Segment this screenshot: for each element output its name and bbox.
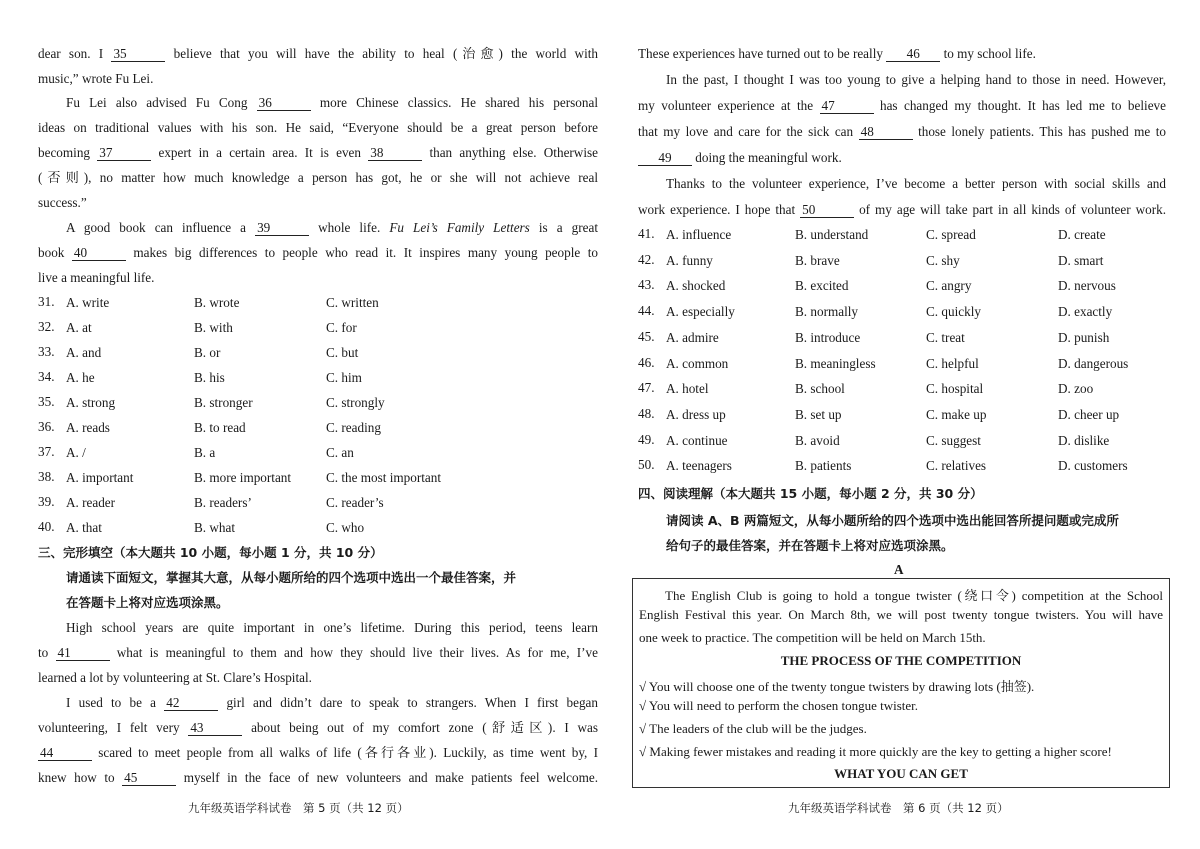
option-d: D. punish (1058, 329, 1110, 345)
text-line: music,” wrote Fu Lei. (38, 71, 154, 86)
question-number: 33. (38, 344, 55, 359)
option-b: B. brave (795, 252, 840, 268)
option-a: A. dress up (666, 406, 726, 422)
option-b: B. patients (795, 458, 852, 474)
question-row (638, 380, 1166, 398)
question-number: 43. (638, 277, 655, 293)
answer-blank: 43 (188, 720, 242, 736)
option-c: C. hospital (926, 381, 984, 397)
question-row (38, 444, 598, 462)
section-instruction: 请阅读 A、B 两篇短文，从每小题所给的四个选项中选出能回答所提问题或完成所 (666, 513, 1119, 528)
option-a: A. / (66, 445, 86, 460)
question-row (638, 406, 1166, 424)
option-c: C. but (326, 345, 359, 360)
option-a: A. reads (66, 420, 110, 435)
notice-heading: THE PROCESS OF THE COMPETITION (780, 653, 1022, 668)
option-b: B. avoid (795, 432, 840, 448)
section-title: 四、阅读理解（本大题共 15 小题，每小题 2 分，共 30 分） (638, 486, 983, 501)
option-b: B. a (194, 445, 216, 460)
option-b: B. readers’ (194, 495, 252, 510)
text-line: learned a lot by volunteering at St. Clare’s Hospital. (38, 670, 312, 685)
option-c: C. reader’s (326, 495, 384, 510)
question-number: 37. (38, 444, 55, 459)
text-line: live a meaningful life. (38, 270, 155, 285)
text-line: High school years are quite important in one’s lifetime. During this period, teens learn (66, 620, 598, 635)
text-line: to 41 what is meaningful to them and how they should live their lives. As for me, I’ve (38, 645, 598, 660)
option-a: A. reader (66, 495, 116, 510)
option-b: B. set up (795, 406, 842, 422)
question-number: 35. (38, 394, 55, 409)
option-a: A. at (66, 320, 92, 335)
question-row (38, 294, 598, 312)
answer-blank: 45 (122, 770, 176, 786)
question-number: 42. (638, 251, 655, 267)
option-a: A. especially (666, 304, 735, 320)
option-a: A. he (66, 370, 95, 385)
option-d: D. dislike (1058, 432, 1110, 448)
answer-blank: 42 (164, 695, 218, 711)
question-number: 47. (638, 380, 655, 396)
option-a: A. shocked (666, 278, 726, 294)
answer-blank: 48 (859, 124, 913, 140)
option-c: C. suggest (926, 432, 981, 448)
notice-item: √ You will need to perform the chosen tongue twister. (639, 698, 919, 713)
option-d: D. customers (1058, 458, 1128, 474)
text-line: Fu Lei also advised Fu Cong 36 more Chinese classics. He shared his personal (66, 95, 598, 110)
passage-label: A (894, 562, 904, 577)
option-b: B. with (194, 320, 233, 335)
question-row (638, 355, 1166, 373)
question-row (638, 457, 1166, 475)
question-row (38, 394, 598, 412)
option-c: C. an (326, 445, 354, 460)
option-b: B. school (795, 381, 845, 397)
answer-blank: 40 (72, 245, 126, 261)
question-number: 46. (638, 354, 655, 370)
notice-item: √ Making fewer mistakes and reading it more quickly are the key to getting a higher score! (639, 744, 1112, 759)
right-page (638, 0, 1166, 849)
option-d: D. exactly (1058, 304, 1113, 320)
page-footer: 九年级英语学科试卷 第 5 页（共 12 页） (188, 801, 409, 815)
option-c: C. strongly (326, 395, 385, 410)
option-d: D. cheer up (1058, 406, 1120, 422)
option-c: C. written (326, 295, 379, 310)
section-instruction: 给句子的最佳答案，并在答题卡上将对应选项涂黑。 (666, 538, 954, 553)
answer-blank: 46 (886, 46, 940, 62)
question-row (638, 432, 1166, 450)
option-a: A. and (66, 345, 102, 360)
text-line: ideas on traditional values with his son. He said, “Everyone should be a great person before (38, 120, 598, 135)
option-b: B. stronger (194, 395, 253, 410)
section-title: 三、完形填空（本大题共 10 小题，每小题 1 分，共 10 分） (38, 545, 383, 560)
option-c: C. spread (926, 227, 976, 242)
option-c: C. the most important (326, 470, 442, 485)
question-row (38, 419, 598, 437)
question-number: 49. (638, 431, 655, 447)
option-b: B. excited (795, 278, 849, 294)
option-c: C. who (326, 520, 365, 535)
left-page (38, 0, 598, 849)
option-b: B. understand (795, 227, 869, 242)
question-row (38, 369, 598, 387)
option-d: D. create (1058, 227, 1106, 242)
question-number: 34. (38, 369, 55, 384)
question-row (638, 329, 1166, 347)
text-line: 44 scared to meet people from all walks of life (各行各业). Luckily, as time went by, I (40, 745, 598, 760)
option-a: A. influence (666, 227, 732, 242)
text-line: These experiences have turned out to be really 46 to my school life. (638, 46, 1036, 61)
option-a: A. common (666, 355, 729, 371)
notice-item: √ You will choose one of the twenty tongue twisters by drawing lots (抽签). (639, 679, 1035, 694)
question-row (38, 344, 598, 362)
option-b: B. his (194, 370, 225, 385)
text-line: success.” (38, 195, 87, 210)
text-line: Thanks to the volunteer experience, I’ve become a better person with social skills and (666, 176, 1166, 191)
option-d: D. dangerous (1058, 355, 1129, 371)
section-instruction: 请通读下面短文，掌握其大意，从每小题所给的四个选项中选出一个最佳答案，并 (66, 570, 517, 585)
text-line: 49 doing the meaningful work. (638, 149, 842, 167)
question-number: 39. (38, 494, 55, 509)
option-a: A. teenagers (666, 458, 732, 474)
answer-blank: 37 (97, 145, 151, 161)
question-row (638, 226, 1166, 244)
option-b: B. or (194, 345, 221, 360)
answer-blank: 50 (800, 202, 854, 218)
option-c: C. relatives (926, 458, 987, 474)
answer-blank: 47 (820, 98, 874, 114)
text-line: dear son. I 35 believe that you will have the ability to heal (治愈) the world with (38, 46, 598, 61)
question-number: 38. (38, 469, 55, 484)
option-c: C. helpful (926, 355, 979, 371)
option-d: D. zoo (1058, 381, 1094, 397)
option-c: C. make up (926, 406, 987, 422)
option-c: C. shy (926, 252, 960, 268)
option-a: A. important (66, 470, 134, 485)
answer-blank: 44 (38, 745, 92, 761)
text-line: that my love and care for the sick can 48 those lonely patients. This has pushed me to (638, 124, 1166, 139)
option-a: A. strong (66, 395, 116, 410)
question-row (638, 252, 1166, 270)
text-line: In the past, I thought I was too young to give a helping hand to those in need. However, (666, 72, 1166, 87)
question-number: 41. (638, 226, 655, 241)
option-b: B. wrote (194, 295, 240, 310)
page-footer: 九年级英语学科试卷 第 6 页（共 12 页） (788, 801, 1009, 815)
answer-blank: 49 (638, 150, 692, 166)
question-number: 32. (38, 319, 55, 334)
option-b: B. more important (194, 470, 292, 485)
text-line: book 40 makes big differences to people who read it. It inspires many young people to (38, 245, 599, 260)
option-c: C. treat (926, 329, 965, 345)
text-line: (否则), no matter how much knowledge a person has got, he or she will not achieve real (38, 170, 598, 185)
question-row (38, 319, 598, 337)
section-instruction: 在答题卡上将对应选项涂黑。 (66, 595, 229, 610)
text-line: A good book can influence a 39 whole life. Fu Lei’s Family Letters is a great (66, 220, 598, 235)
question-number: 50. (638, 457, 655, 473)
notice-item: √ The leaders of the club will be the judges. (639, 721, 867, 736)
question-number: 48. (638, 405, 655, 421)
answer-blank: 38 (368, 145, 422, 161)
option-b: B. normally (795, 304, 859, 320)
answer-blank: 36 (257, 95, 311, 111)
option-a: A. that (66, 520, 102, 535)
option-d: D. nervous (1058, 278, 1116, 294)
option-a: A. write (66, 295, 110, 310)
question-number: 45. (638, 328, 655, 344)
text-line: work experience. I hope that 50 of my age will take part in all kinds of volunteer work. (638, 202, 1166, 217)
question-number: 31. (38, 294, 55, 309)
option-b: B. meaningless (795, 355, 876, 371)
answer-blank: 39 (255, 220, 309, 236)
notice-box (632, 578, 1170, 788)
option-b: B. to read (194, 420, 246, 435)
answer-blank: 35 (111, 46, 165, 62)
option-a: A. continue (666, 432, 728, 448)
option-c: C. quickly (926, 304, 981, 320)
question-number: 36. (38, 419, 55, 434)
text-line: knew how to 45 myself in the face of new volunteers and make patients feel welcome. (38, 770, 598, 785)
option-a: A. admire (666, 329, 719, 345)
option-c: C. for (326, 320, 357, 335)
text-line: volunteering, I felt very 43 about being out of my comfort zone (舒适区). I was (38, 720, 598, 735)
option-c: C. him (326, 370, 362, 385)
notice-text: The English Club is going to hold a tongue twister (绕口令) competition at the School (665, 588, 1163, 603)
text-line: I used to be a 42 girl and didn’t dare to speak to strangers. When I first began (66, 695, 599, 710)
question-row (638, 303, 1166, 321)
question-number: 40. (38, 519, 55, 534)
question-row (38, 519, 598, 537)
answer-blank: 41 (56, 645, 110, 661)
notice-text: one week to practice. The competition will be held on March 15th. (639, 630, 986, 645)
notice-text: English Festival this year. On March 8th, we will post twenty tongue twisters. You will have (639, 607, 1163, 622)
option-a: A. funny (666, 252, 713, 268)
question-row (38, 469, 598, 487)
option-d: D. smart (1058, 252, 1104, 268)
question-row (638, 277, 1166, 295)
option-b: B. introduce (795, 329, 861, 345)
question-row (38, 494, 598, 512)
book-title: Fu Lei’s Family Letters (389, 220, 530, 235)
option-c: C. angry (926, 278, 972, 294)
option-c: C. reading (326, 420, 381, 435)
text-line: becoming 37 expert in a certain area. It is even 38 than anything else. Otherwise (38, 145, 598, 160)
text-line: my volunteer experience at the 47 has changed my thought. It has led me to believe (638, 98, 1166, 113)
option-b: B. what (194, 520, 236, 535)
question-number: 44. (638, 303, 655, 319)
option-a: A. hotel (666, 381, 709, 397)
notice-heading: WHAT YOU CAN GET (834, 766, 968, 781)
